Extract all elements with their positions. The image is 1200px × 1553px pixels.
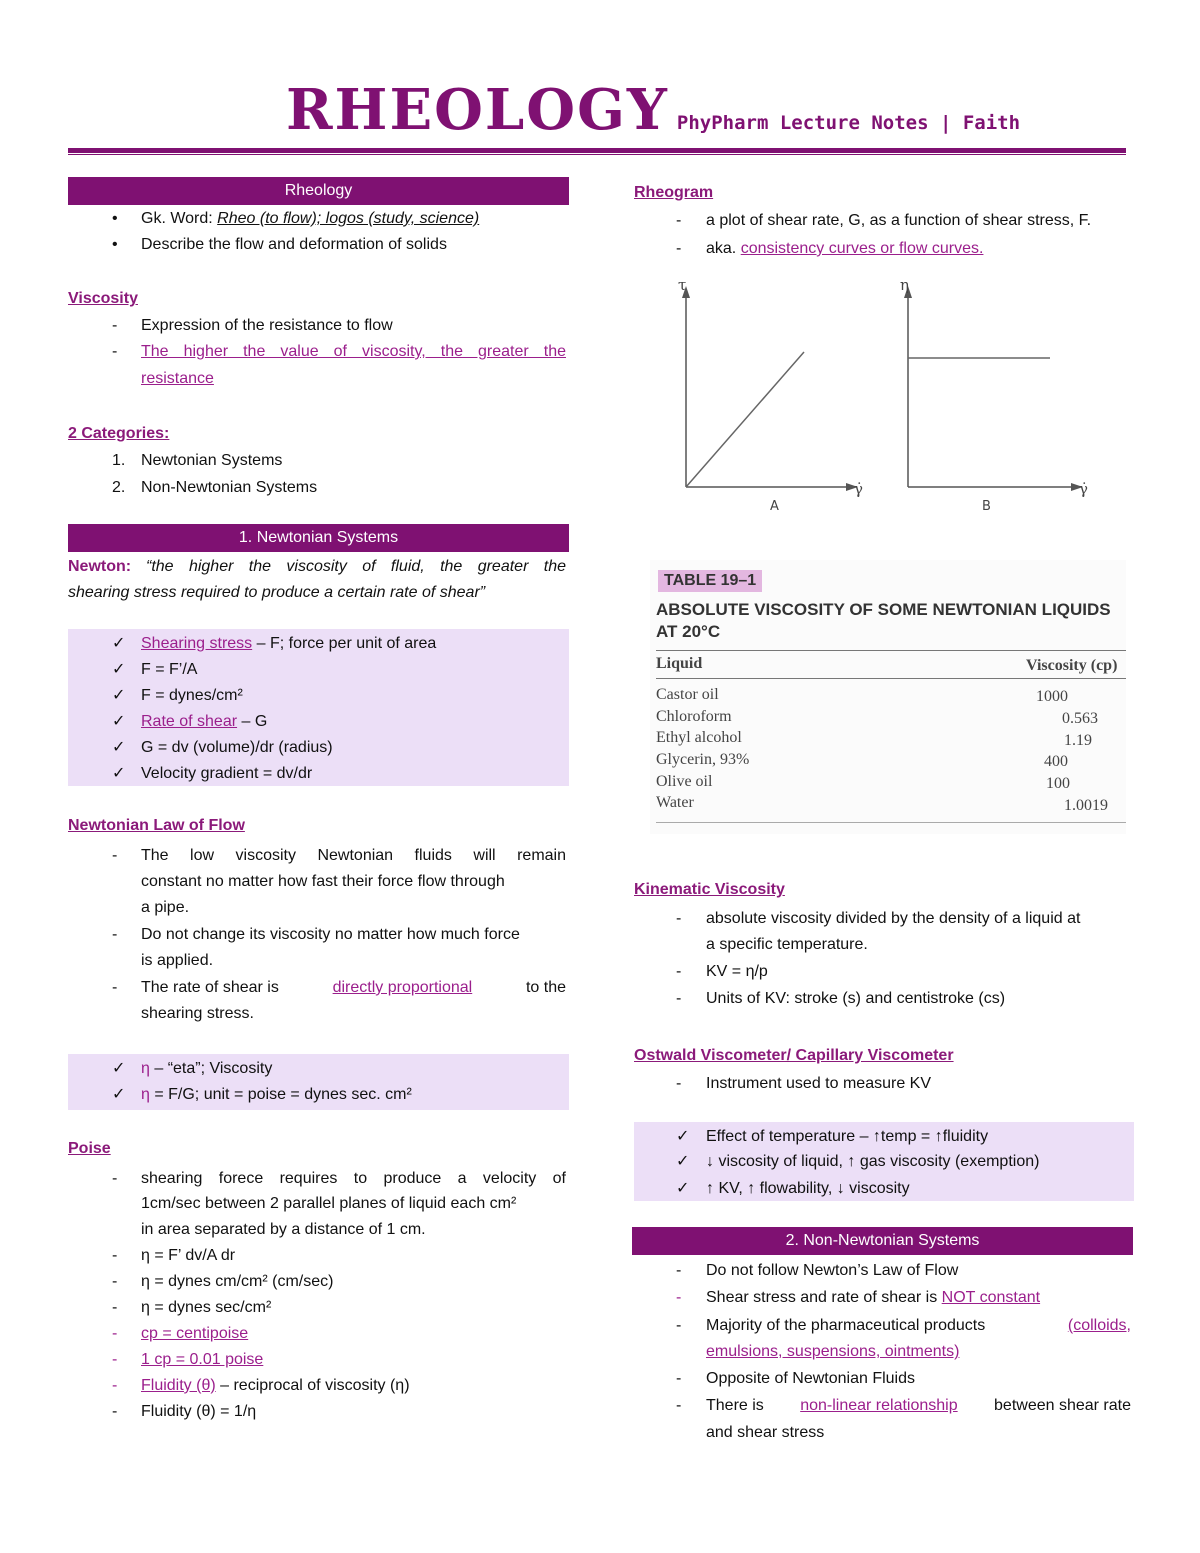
table-col-header-liquid: Liquid [656, 655, 703, 672]
table-cell-liquid: Water [656, 794, 694, 811]
table-cell-value: 1.0019 [1064, 797, 1108, 814]
rheogram-heading: Rheogram [634, 184, 714, 201]
newton-quote-line-2: shearing stress required to produce a certain rate of shear” [68, 584, 486, 601]
graph-b-x-label: γ̇ [1079, 480, 1088, 498]
table-cell-value: 1000 [1036, 688, 1068, 705]
right-column-lower: Kinematic Viscosity - absolute viscosity divided by the density of a liquid at a specific temperature. - KV = η/p - Units of KV: stroke (s) and centistroke (cs) Ostwald Viscometer/ Capillary Viscometer - Instrument used to measure KV ✓ Effect of temperature – ↑temp = ↑fluidity ✓ ↓ viscosity of liquid, ↑ gas viscosity (exemption) ✓ ↑ KV, ↑ flowability, ↓ viscosity 2. Non-Newtonian Systems - Do not follow Newton’s Law of Flow - Shear stress and rate of shear is NOT constant - Majority of the pharmaceutical products (colloids, emulsions, suspensions, ointments) - Opposite of Newtonian Fluids - There is non-linear relationship between shear rate and shear stress [634, 0, 1134, 1553]
table-col-header-viscosity: Viscosity (cp) [1026, 657, 1118, 674]
table-badge: TABLE 19–1 [658, 570, 762, 592]
viscosity-heading: Viscosity [68, 290, 138, 307]
table-title-line-2: AT 20°C [656, 622, 721, 641]
page-title: RHEOLOGY [286, 77, 669, 143]
kinematic-heading: Kinematic Viscosity [634, 881, 785, 898]
graph-b-y-label: η [900, 276, 909, 294]
table-cell-liquid: Ethyl alcohol [656, 729, 742, 746]
table-cell-value: 0.563 [1062, 710, 1098, 727]
left-column: Rheology • Gk. Word: Rheo (to flow); logos (study, science) • Describe the flow and deformation of solids Viscosity - Expression of the resistance to flow - The higher the value of viscosity, the greater the resistance 2 Categories: 1. Newtonian Systems 2. Non-Newtonian Systems 1. Newtonian Systems Newton: “the higher the viscosity of fluid, the greater the shearing stress required to produce a certain rate of shear” ✓ Shearing stress – F; force per unit of area ✓ F = F’/A ✓ F = dynes/cm² ✓ Rate of shear – G ✓ G = dv (volume)/dr (radius) ✓ Velocity gradient = dv/dr Newtonian Law of Flow - The low viscosity Newtonian fluids will remain constant no matter how fast their force flow through a pipe. - Do not change its viscosity no matter how much force is applied. - The rate of shear is directly proportional to the shearing stress. ✓ η – “eta”; Viscosity ✓ η = F/G; unit = poise = dynes sec. cm² Poise - shearing forece requires to produce a velocity of 1cm/sec between 2 parallel planes of liquid each cm² in area separated by a distance of 1 cm. - η = F’ dv/A dr - η = dynes cm/cm² (cm/sec) - η = dynes sec/cm² - cp = centipoise - 1 cp = 0.01 poise - Fluidity (θ) – reciprocal of viscosity (η) - Fluidity (θ) = 1/η [68, 0, 569, 1553]
table-title-line-1: ABSOLUTE VISCOSITY OF SOME NEWTONIAN LIQUIDS [656, 600, 1111, 619]
poise-heading: Poise [68, 1140, 111, 1157]
table-cell-liquid: Glycerin, 93% [656, 751, 750, 768]
ostwald-heading: Ostwald Viscometer/ Capillary Viscometer [634, 1047, 954, 1064]
newton-quote-line-1: Newton: “the higher the viscosity of fluid, the greater the [68, 558, 566, 575]
graph-a-y-label: τ [678, 276, 687, 294]
graph-a-caption: A [770, 499, 779, 514]
rheology-section-bar: Rheology [68, 177, 569, 205]
page-subtitle: PhyPharm Lecture Notes | Faith [676, 112, 1021, 134]
right-column: Rheogram - a plot of shear rate, G, as a function of shear stress, F. - aka. consistency curves or flow curves. [634, 184, 1092, 257]
table-cell-value: 100 [1046, 775, 1070, 792]
non-newtonian-section-bar: 2. Non-Newtonian Systems [632, 1227, 1133, 1255]
table-cell-liquid: Castor oil [656, 686, 719, 703]
graph-b-caption: B [982, 499, 991, 514]
graph-a-x-label: γ̇ [854, 480, 863, 498]
table-cell-value: 400 [1044, 753, 1068, 770]
newtonian-section-bar: 1. Newtonian Systems [68, 524, 569, 552]
table-cell-value: 1.19 [1064, 732, 1092, 749]
categories-heading: 2 Categories: [68, 425, 170, 442]
table-cell-liquid: Chloroform [656, 708, 732, 725]
newtonian-law-heading: Newtonian Law of Flow [68, 817, 245, 834]
table-cell-liquid: Olive oil [656, 773, 713, 790]
